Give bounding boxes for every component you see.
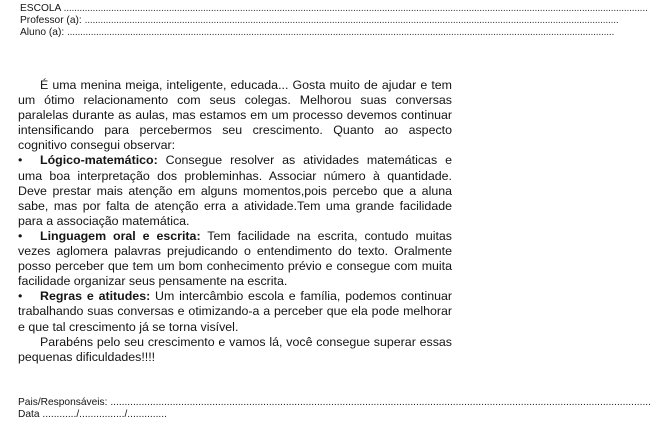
parents-blank: ............................................................................................................................................................................................... (110, 397, 651, 408)
date-blank: ............/................/.............. (42, 409, 167, 420)
date-line (18, 409, 450, 421)
student-blank: ................................................................................................................................................................................................................ (67, 27, 615, 38)
bullet-regras (18, 289, 452, 334)
report-body (18, 78, 452, 365)
bullet-title: Linguagem oral e escrita: (40, 228, 201, 243)
bullet-title: Lógico-matemático: (40, 153, 158, 168)
bullet-linguagem (18, 229, 452, 289)
teacher-line (20, 15, 619, 27)
school-label: ESCOLA (20, 3, 61, 14)
student-label: Aluno (a): (20, 27, 65, 38)
bullet-text: Um intercâmbio escola e família, podemos continuar trabalhando suas conversas e otimizando-a a perceber que ela pode melhorar e que tal crescimento já se torna visível. (18, 289, 452, 334)
student-line (20, 27, 615, 39)
bullet-text: Consegue resolver as atividades matemáticas e uma boa interpretação dos probleminhas. Associar número à quantidade. Deve prestar mais atenção em alguns momentos,pois percebo que a aluna sabe, mas por falta de atenção erra a atividade.Tem uma grande facilidade para a associação matemática. (18, 153, 452, 228)
school-blank: .............................................................................................................................................................................................................................. (63, 3, 648, 14)
bullet-logico-matematico (18, 153, 452, 228)
bullet-icon: • (18, 153, 23, 168)
teacher-blank: ........................................................................................................................................................................................................... (84, 15, 619, 26)
bullet-icon: • (18, 228, 23, 243)
intro-paragraph: É uma menina meiga, inteligente, educada... Gosta muito de ajudar e tem um ótimo relacionamento com seus colegas. Melhorou suas conversas paralelas durante as aulas, mas estamos em um processo devemos continuar intensificando para percebermos seu crescimento. Quanto ao aspecto cognitivo consegui observar: (18, 78, 452, 153)
parents-line (18, 397, 651, 409)
closing-paragraph: Parabéns pelo seu crescimento e vamos lá, você consegue superar essas pequenas dificuldades!!!! (18, 334, 452, 364)
bullet-icon: • (18, 289, 23, 304)
bullet-text: Tem facilidade na escrita, contudo muitas vezes aglomera palavras prejudicando o entendimento do texto. Oralmente posso perceber que tem um bom conhecimento prévio e consegue com muita facilidade organizar seus pensamente na escrita. (18, 228, 452, 289)
teacher-label: Professor (a): (20, 15, 82, 26)
parents-label: Pais/Responsáveis: (18, 397, 108, 408)
bullet-title: Regras e atitudes: (40, 289, 151, 304)
school-line (20, 3, 648, 15)
date-label: Data (18, 409, 40, 420)
